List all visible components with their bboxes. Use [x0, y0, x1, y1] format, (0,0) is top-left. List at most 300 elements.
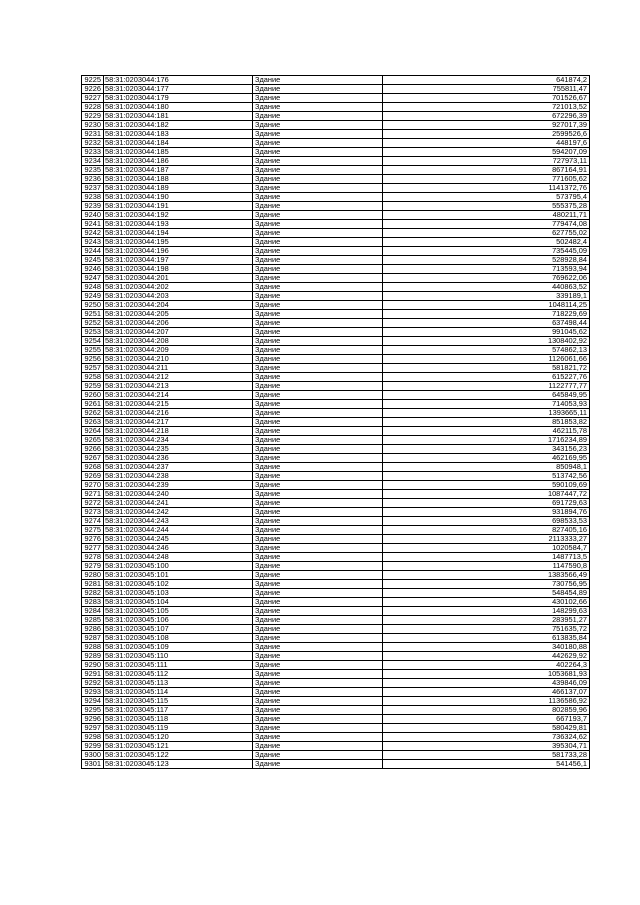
- cadastral-number-cell: 58:31:0203044:213: [104, 382, 253, 391]
- table-row: [82, 490, 590, 499]
- row-number-cell: 9239: [82, 202, 104, 211]
- cadastral-number-cell: 58:31:0203044:190: [104, 193, 253, 202]
- object-type-cell: Здание: [253, 211, 383, 220]
- row-number-cell: 9256: [82, 355, 104, 364]
- object-type-cell: Здание: [253, 157, 383, 166]
- table-row: [82, 391, 590, 400]
- row-number-cell: 9263: [82, 418, 104, 427]
- object-type-cell: Здание: [253, 733, 383, 742]
- cadastral-number-cell: 58:31:0203044:211: [104, 364, 253, 373]
- cadastral-value-cell: 718229,69: [383, 310, 590, 319]
- cadastral-value-cell: 1147590,8: [383, 562, 590, 571]
- cadastral-value-cell: 615227,76: [383, 373, 590, 382]
- row-number-cell: 9272: [82, 499, 104, 508]
- row-number-cell: 9278: [82, 553, 104, 562]
- object-type-cell: Здание: [253, 418, 383, 427]
- cadastral-value-cell: 340180,88: [383, 643, 590, 652]
- object-type-cell: Здание: [253, 238, 383, 247]
- row-number-cell: 9283: [82, 598, 104, 607]
- object-type-cell: Здание: [253, 490, 383, 499]
- cadastral-number-cell: 58:31:0203044:217: [104, 418, 253, 427]
- cadastral-value-cell: 1716234,89: [383, 436, 590, 445]
- cadastral-value-cell: 667193,7: [383, 715, 590, 724]
- object-type-cell: Здание: [253, 283, 383, 292]
- cadastral-value-cell: 573795,4: [383, 193, 590, 202]
- object-type-cell: Здание: [253, 751, 383, 760]
- table-row: [82, 643, 590, 652]
- row-number-cell: 9291: [82, 670, 104, 679]
- table-row: [82, 310, 590, 319]
- row-number-cell: 9227: [82, 94, 104, 103]
- cadastral-number-cell: 58:31:0203045:112: [104, 670, 253, 679]
- table-row: [82, 733, 590, 742]
- table-row: [82, 301, 590, 310]
- row-number-cell: 9247: [82, 274, 104, 283]
- cadastral-value-cell: 548454,89: [383, 589, 590, 598]
- row-number-cell: 9246: [82, 265, 104, 274]
- cadastral-number-cell: 58:31:0203044:191: [104, 202, 253, 211]
- row-number-cell: 9289: [82, 652, 104, 661]
- cadastral-value-cell: 480211,71: [383, 211, 590, 220]
- cadastral-value-cell: 1020584,7: [383, 544, 590, 553]
- cadastral-value-cell: 641874,2: [383, 76, 590, 85]
- table-row: [82, 526, 590, 535]
- cadastral-number-cell: 58:31:0203044:206: [104, 319, 253, 328]
- cadastral-value-cell: 466137,07: [383, 688, 590, 697]
- object-type-cell: Здание: [253, 499, 383, 508]
- table-row: [82, 553, 590, 562]
- cadastral-value-cell: 2599526,6: [383, 130, 590, 139]
- cadastral-value-cell: 698533,53: [383, 517, 590, 526]
- row-number-cell: 9300: [82, 751, 104, 760]
- cadastral-number-cell: 58:31:0203044:196: [104, 247, 253, 256]
- table-row: [82, 409, 590, 418]
- cadastral-value-cell: 714053,93: [383, 400, 590, 409]
- row-number-cell: 9292: [82, 679, 104, 688]
- row-number-cell: 9287: [82, 634, 104, 643]
- cadastral-number-cell: 58:31:0203045:117: [104, 706, 253, 715]
- row-number-cell: 9284: [82, 607, 104, 616]
- cadastral-value-cell: 721013,52: [383, 103, 590, 112]
- cadastral-number-cell: 58:31:0203045:109: [104, 643, 253, 652]
- object-type-cell: Здание: [253, 265, 383, 274]
- row-number-cell: 9285: [82, 616, 104, 625]
- object-type-cell: Здание: [253, 697, 383, 706]
- object-type-cell: Здание: [253, 724, 383, 733]
- row-number-cell: 9269: [82, 472, 104, 481]
- cadastral-value-cell: 827405,16: [383, 526, 590, 535]
- table-row: [82, 238, 590, 247]
- cadastral-number-cell: 58:31:0203044:238: [104, 472, 253, 481]
- table-row: [82, 517, 590, 526]
- table-row: [82, 328, 590, 337]
- row-number-cell: 9274: [82, 517, 104, 526]
- cadastral-value-cell: 580429,81: [383, 724, 590, 733]
- object-type-cell: Здание: [253, 166, 383, 175]
- row-number-cell: 9238: [82, 193, 104, 202]
- cadastral-value-cell: 442629,92: [383, 652, 590, 661]
- row-number-cell: 9248: [82, 283, 104, 292]
- cadastral-number-cell: 58:31:0203044:239: [104, 481, 253, 490]
- object-type-cell: Здание: [253, 220, 383, 229]
- cadastral-value-cell: 771605,62: [383, 175, 590, 184]
- cadastral-value-cell: 727973,11: [383, 157, 590, 166]
- table-row: [82, 184, 590, 193]
- object-type-cell: Здание: [253, 445, 383, 454]
- cadastral-number-cell: 58:31:0203045:121: [104, 742, 253, 751]
- row-number-cell: 9252: [82, 319, 104, 328]
- row-number-cell: 9231: [82, 130, 104, 139]
- cadastral-number-cell: 58:31:0203044:207: [104, 328, 253, 337]
- table-row: [82, 760, 590, 769]
- table-row: [82, 715, 590, 724]
- table-row: [82, 211, 590, 220]
- cadastral-value-cell: 574862,13: [383, 346, 590, 355]
- cadastral-number-cell: 58:31:0203044:188: [104, 175, 253, 184]
- cadastral-number-cell: 58:31:0203044:243: [104, 517, 253, 526]
- cadastral-value-cell: 867164,91: [383, 166, 590, 175]
- cadastral-number-cell: 58:31:0203044:208: [104, 337, 253, 346]
- object-type-cell: Здание: [253, 346, 383, 355]
- row-number-cell: 9286: [82, 625, 104, 634]
- table-row: [82, 265, 590, 274]
- table-row: [82, 751, 590, 760]
- object-type-cell: Здание: [253, 76, 383, 85]
- object-type-cell: Здание: [253, 517, 383, 526]
- row-number-cell: 9262: [82, 409, 104, 418]
- row-number-cell: 9267: [82, 454, 104, 463]
- row-number-cell: 9251: [82, 310, 104, 319]
- row-number-cell: 9288: [82, 643, 104, 652]
- cadastral-value-cell: 1053681,93: [383, 670, 590, 679]
- cadastral-number-cell: 58:31:0203044:201: [104, 274, 253, 283]
- table-row: [82, 112, 590, 121]
- table-row: [82, 589, 590, 598]
- table-row: [82, 607, 590, 616]
- row-number-cell: 9279: [82, 562, 104, 571]
- table-row: [82, 472, 590, 481]
- object-type-cell: Здание: [253, 355, 383, 364]
- cadastral-value-cell: 627755,02: [383, 229, 590, 238]
- cadastral-value-cell: 581821,72: [383, 364, 590, 373]
- cadastral-number-cell: 58:31:0203044:212: [104, 373, 253, 382]
- object-type-cell: Здание: [253, 481, 383, 490]
- cadastral-number-cell: 58:31:0203045:104: [104, 598, 253, 607]
- row-number-cell: 9236: [82, 175, 104, 184]
- row-number-cell: 9240: [82, 211, 104, 220]
- row-number-cell: 9244: [82, 247, 104, 256]
- object-type-cell: Здание: [253, 562, 383, 571]
- cadastral-value-cell: 1048114,25: [383, 301, 590, 310]
- row-number-cell: 9295: [82, 706, 104, 715]
- table-row: [82, 436, 590, 445]
- cadastral-value-cell: 1383566,49: [383, 571, 590, 580]
- table-row: [82, 337, 590, 346]
- row-number-cell: 9230: [82, 121, 104, 130]
- row-number-cell: 9234: [82, 157, 104, 166]
- table-row: [82, 400, 590, 409]
- object-type-cell: Здание: [253, 94, 383, 103]
- cadastral-number-cell: 58:31:0203045:115: [104, 697, 253, 706]
- row-number-cell: 9243: [82, 238, 104, 247]
- table-row: [82, 94, 590, 103]
- cadastral-value-cell: 590109,69: [383, 481, 590, 490]
- cadastral-number-cell: 58:31:0203044:218: [104, 427, 253, 436]
- table-row: [82, 103, 590, 112]
- cadastral-number-cell: 58:31:0203045:102: [104, 580, 253, 589]
- cadastral-value-cell: 691729,63: [383, 499, 590, 508]
- object-type-cell: Здание: [253, 202, 383, 211]
- cadastral-number-cell: 58:31:0203044:234: [104, 436, 253, 445]
- cadastral-value-cell: 701526,67: [383, 94, 590, 103]
- cadastral-value-cell: 850948,1: [383, 463, 590, 472]
- object-type-cell: Здание: [253, 553, 383, 562]
- cadastral-value-cell: 713593,94: [383, 265, 590, 274]
- cadastral-number-cell: 58:31:0203044:186: [104, 157, 253, 166]
- cadastral-number-cell: 58:31:0203045:108: [104, 634, 253, 643]
- cadastral-number-cell: 58:31:0203044:198: [104, 265, 253, 274]
- object-type-cell: Здание: [253, 112, 383, 121]
- cadastral-value-cell: 730756,95: [383, 580, 590, 589]
- object-type-cell: Здание: [253, 382, 383, 391]
- cadastral-number-cell: 58:31:0203044:242: [104, 508, 253, 517]
- row-number-cell: 9258: [82, 373, 104, 382]
- row-number-cell: 9275: [82, 526, 104, 535]
- row-number-cell: 9294: [82, 697, 104, 706]
- object-type-cell: Здание: [253, 625, 383, 634]
- object-type-cell: Здание: [253, 679, 383, 688]
- table-row: [82, 679, 590, 688]
- row-number-cell: 9253: [82, 328, 104, 337]
- object-type-cell: Здание: [253, 589, 383, 598]
- table-body: [82, 76, 590, 769]
- table-row: [82, 274, 590, 283]
- table-row: [82, 724, 590, 733]
- cadastral-value-cell: 1122777,77: [383, 382, 590, 391]
- object-type-cell: Здание: [253, 247, 383, 256]
- cadastral-number-cell: 58:31:0203044:214: [104, 391, 253, 400]
- row-number-cell: 9273: [82, 508, 104, 517]
- row-number-cell: 9255: [82, 346, 104, 355]
- cadastral-value-cell: 440863,52: [383, 283, 590, 292]
- object-type-cell: Здание: [253, 409, 383, 418]
- row-number-cell: 9266: [82, 445, 104, 454]
- row-number-cell: 9290: [82, 661, 104, 670]
- cadastral-value-cell: 645849,95: [383, 391, 590, 400]
- cadastral-value-cell: 1487713,5: [383, 553, 590, 562]
- cadastral-value-cell: 779474,08: [383, 220, 590, 229]
- table-row: [82, 148, 590, 157]
- table-row: [82, 364, 590, 373]
- object-type-cell: Здание: [253, 373, 383, 382]
- cadastral-value-cell: 430102,66: [383, 598, 590, 607]
- cadastral-number-cell: 58:31:0203045:118: [104, 715, 253, 724]
- table-row: [82, 706, 590, 715]
- cadastral-value-cell: 1087447,72: [383, 490, 590, 499]
- object-type-cell: Здание: [253, 274, 383, 283]
- table-row: [82, 292, 590, 301]
- cadastral-number-cell: 58:31:0203045:123: [104, 760, 253, 769]
- table-row: [82, 202, 590, 211]
- cadastral-value-cell: 439846,09: [383, 679, 590, 688]
- object-type-cell: Здание: [253, 598, 383, 607]
- table-row: [82, 76, 590, 85]
- object-type-cell: Здание: [253, 571, 383, 580]
- row-number-cell: 9280: [82, 571, 104, 580]
- object-type-cell: Здание: [253, 535, 383, 544]
- object-type-cell: Здание: [253, 652, 383, 661]
- table-row: [82, 580, 590, 589]
- object-type-cell: Здание: [253, 175, 383, 184]
- table-row: [82, 481, 590, 490]
- table-row: [82, 256, 590, 265]
- cadastral-value-cell: 528928,84: [383, 256, 590, 265]
- cadastral-value-cell: 148299,63: [383, 607, 590, 616]
- table-row: [82, 373, 590, 382]
- cadastral-value-cell: 2113333,27: [383, 535, 590, 544]
- table-row: [82, 688, 590, 697]
- row-number-cell: 9298: [82, 733, 104, 742]
- cadastral-value-cell: 1136586,92: [383, 697, 590, 706]
- row-number-cell: 9268: [82, 463, 104, 472]
- object-type-cell: Здание: [253, 193, 383, 202]
- table-row: [82, 418, 590, 427]
- cadastral-number-cell: 58:31:0203044:240: [104, 490, 253, 499]
- cadastral-value-cell: 395304,71: [383, 742, 590, 751]
- object-type-cell: Здание: [253, 472, 383, 481]
- table-row: [82, 175, 590, 184]
- cadastral-value-cell: 402264,3: [383, 661, 590, 670]
- row-number-cell: 9265: [82, 436, 104, 445]
- object-type-cell: Здание: [253, 85, 383, 94]
- cadastral-value-cell: 343156,23: [383, 445, 590, 454]
- table-row: [82, 571, 590, 580]
- row-number-cell: 9270: [82, 481, 104, 490]
- cadastral-number-cell: 58:31:0203045:120: [104, 733, 253, 742]
- cadastral-value-cell: 581733,28: [383, 751, 590, 760]
- object-type-cell: Здание: [253, 337, 383, 346]
- object-type-cell: Здание: [253, 148, 383, 157]
- table-row: [82, 463, 590, 472]
- table-row: [82, 247, 590, 256]
- cadastral-value-cell: 1141372,76: [383, 184, 590, 193]
- table-row: [82, 445, 590, 454]
- cadastral-value-cell: 448197,6: [383, 139, 590, 148]
- row-number-cell: 9235: [82, 166, 104, 175]
- row-number-cell: 9293: [82, 688, 104, 697]
- cadastral-number-cell: 58:31:0203044:182: [104, 121, 253, 130]
- cadastral-value-cell: 751635,72: [383, 625, 590, 634]
- table-row: [82, 598, 590, 607]
- table-row: [82, 544, 590, 553]
- row-number-cell: 9299: [82, 742, 104, 751]
- object-type-cell: Здание: [253, 508, 383, 517]
- table-row: [82, 283, 590, 292]
- table-row: [82, 355, 590, 364]
- row-number-cell: 9257: [82, 364, 104, 373]
- row-number-cell: 9254: [82, 337, 104, 346]
- cadastral-number-cell: 58:31:0203044:197: [104, 256, 253, 265]
- cadastral-number-cell: 58:31:0203044:183: [104, 130, 253, 139]
- cadastral-number-cell: 58:31:0203044:177: [104, 85, 253, 94]
- cadastral-value-cell: 283951,27: [383, 616, 590, 625]
- cadastral-number-cell: 58:31:0203044:203: [104, 292, 253, 301]
- row-number-cell: 9276: [82, 535, 104, 544]
- table-row: [82, 157, 590, 166]
- cadastral-number-cell: 58:31:0203044:185: [104, 148, 253, 157]
- cadastral-value-cell: 1393665,11: [383, 409, 590, 418]
- table-row: [82, 229, 590, 238]
- cadastral-value-cell: 1308402,92: [383, 337, 590, 346]
- object-type-cell: Здание: [253, 688, 383, 697]
- table-row: [82, 670, 590, 679]
- object-type-cell: Здание: [253, 328, 383, 337]
- cadastral-number-cell: 58:31:0203044:235: [104, 445, 253, 454]
- row-number-cell: 9228: [82, 103, 104, 112]
- object-type-cell: Здание: [253, 661, 383, 670]
- row-number-cell: 9277: [82, 544, 104, 553]
- row-number-cell: 9233: [82, 148, 104, 157]
- object-type-cell: Здание: [253, 184, 383, 193]
- object-type-cell: Здание: [253, 715, 383, 724]
- cadastral-number-cell: 58:31:0203045:119: [104, 724, 253, 733]
- cadastral-number-cell: 58:31:0203044:246: [104, 544, 253, 553]
- object-type-cell: Здание: [253, 256, 383, 265]
- object-type-cell: Здание: [253, 544, 383, 553]
- table-row: [82, 166, 590, 175]
- object-type-cell: Здание: [253, 580, 383, 589]
- row-number-cell: 9271: [82, 490, 104, 499]
- object-type-cell: Здание: [253, 301, 383, 310]
- cadastral-number-cell: 58:31:0203044:193: [104, 220, 253, 229]
- row-number-cell: 9260: [82, 391, 104, 400]
- object-type-cell: Здание: [253, 760, 383, 769]
- cadastral-number-cell: 58:31:0203044:209: [104, 346, 253, 355]
- object-type-cell: Здание: [253, 139, 383, 148]
- cadastral-number-cell: 58:31:0203044:236: [104, 454, 253, 463]
- cadastral-value-cell: 755811,47: [383, 85, 590, 94]
- cadastral-number-cell: 58:31:0203045:110: [104, 652, 253, 661]
- row-number-cell: 9226: [82, 85, 104, 94]
- cadastral-number-cell: 58:31:0203044:180: [104, 103, 253, 112]
- cadastral-value-cell: 462115,78: [383, 427, 590, 436]
- cadastral-value-cell: 1126061,66: [383, 355, 590, 364]
- cadastral-number-cell: 58:31:0203045:100: [104, 562, 253, 571]
- cadastral-value-cell: 672296,39: [383, 112, 590, 121]
- row-number-cell: 9282: [82, 589, 104, 598]
- cadastral-number-cell: 58:31:0203045:105: [104, 607, 253, 616]
- table-row: [82, 220, 590, 229]
- table-row: [82, 535, 590, 544]
- cadastral-value-cell: 802859,96: [383, 706, 590, 715]
- row-number-cell: 9237: [82, 184, 104, 193]
- object-type-cell: Здание: [253, 526, 383, 535]
- row-number-cell: 9281: [82, 580, 104, 589]
- table-row: [82, 634, 590, 643]
- table-row: [82, 499, 590, 508]
- cadastral-number-cell: 58:31:0203045:111: [104, 661, 253, 670]
- cadastral-number-cell: 58:31:0203044:202: [104, 283, 253, 292]
- table-row: [82, 346, 590, 355]
- cadastral-value-table: [81, 75, 590, 769]
- table-row: [82, 85, 590, 94]
- table-row: [82, 427, 590, 436]
- table-row: [82, 454, 590, 463]
- table-row: [82, 319, 590, 328]
- cadastral-value-cell: 462169,95: [383, 454, 590, 463]
- row-number-cell: 9297: [82, 724, 104, 733]
- cadastral-number-cell: 58:31:0203044:184: [104, 139, 253, 148]
